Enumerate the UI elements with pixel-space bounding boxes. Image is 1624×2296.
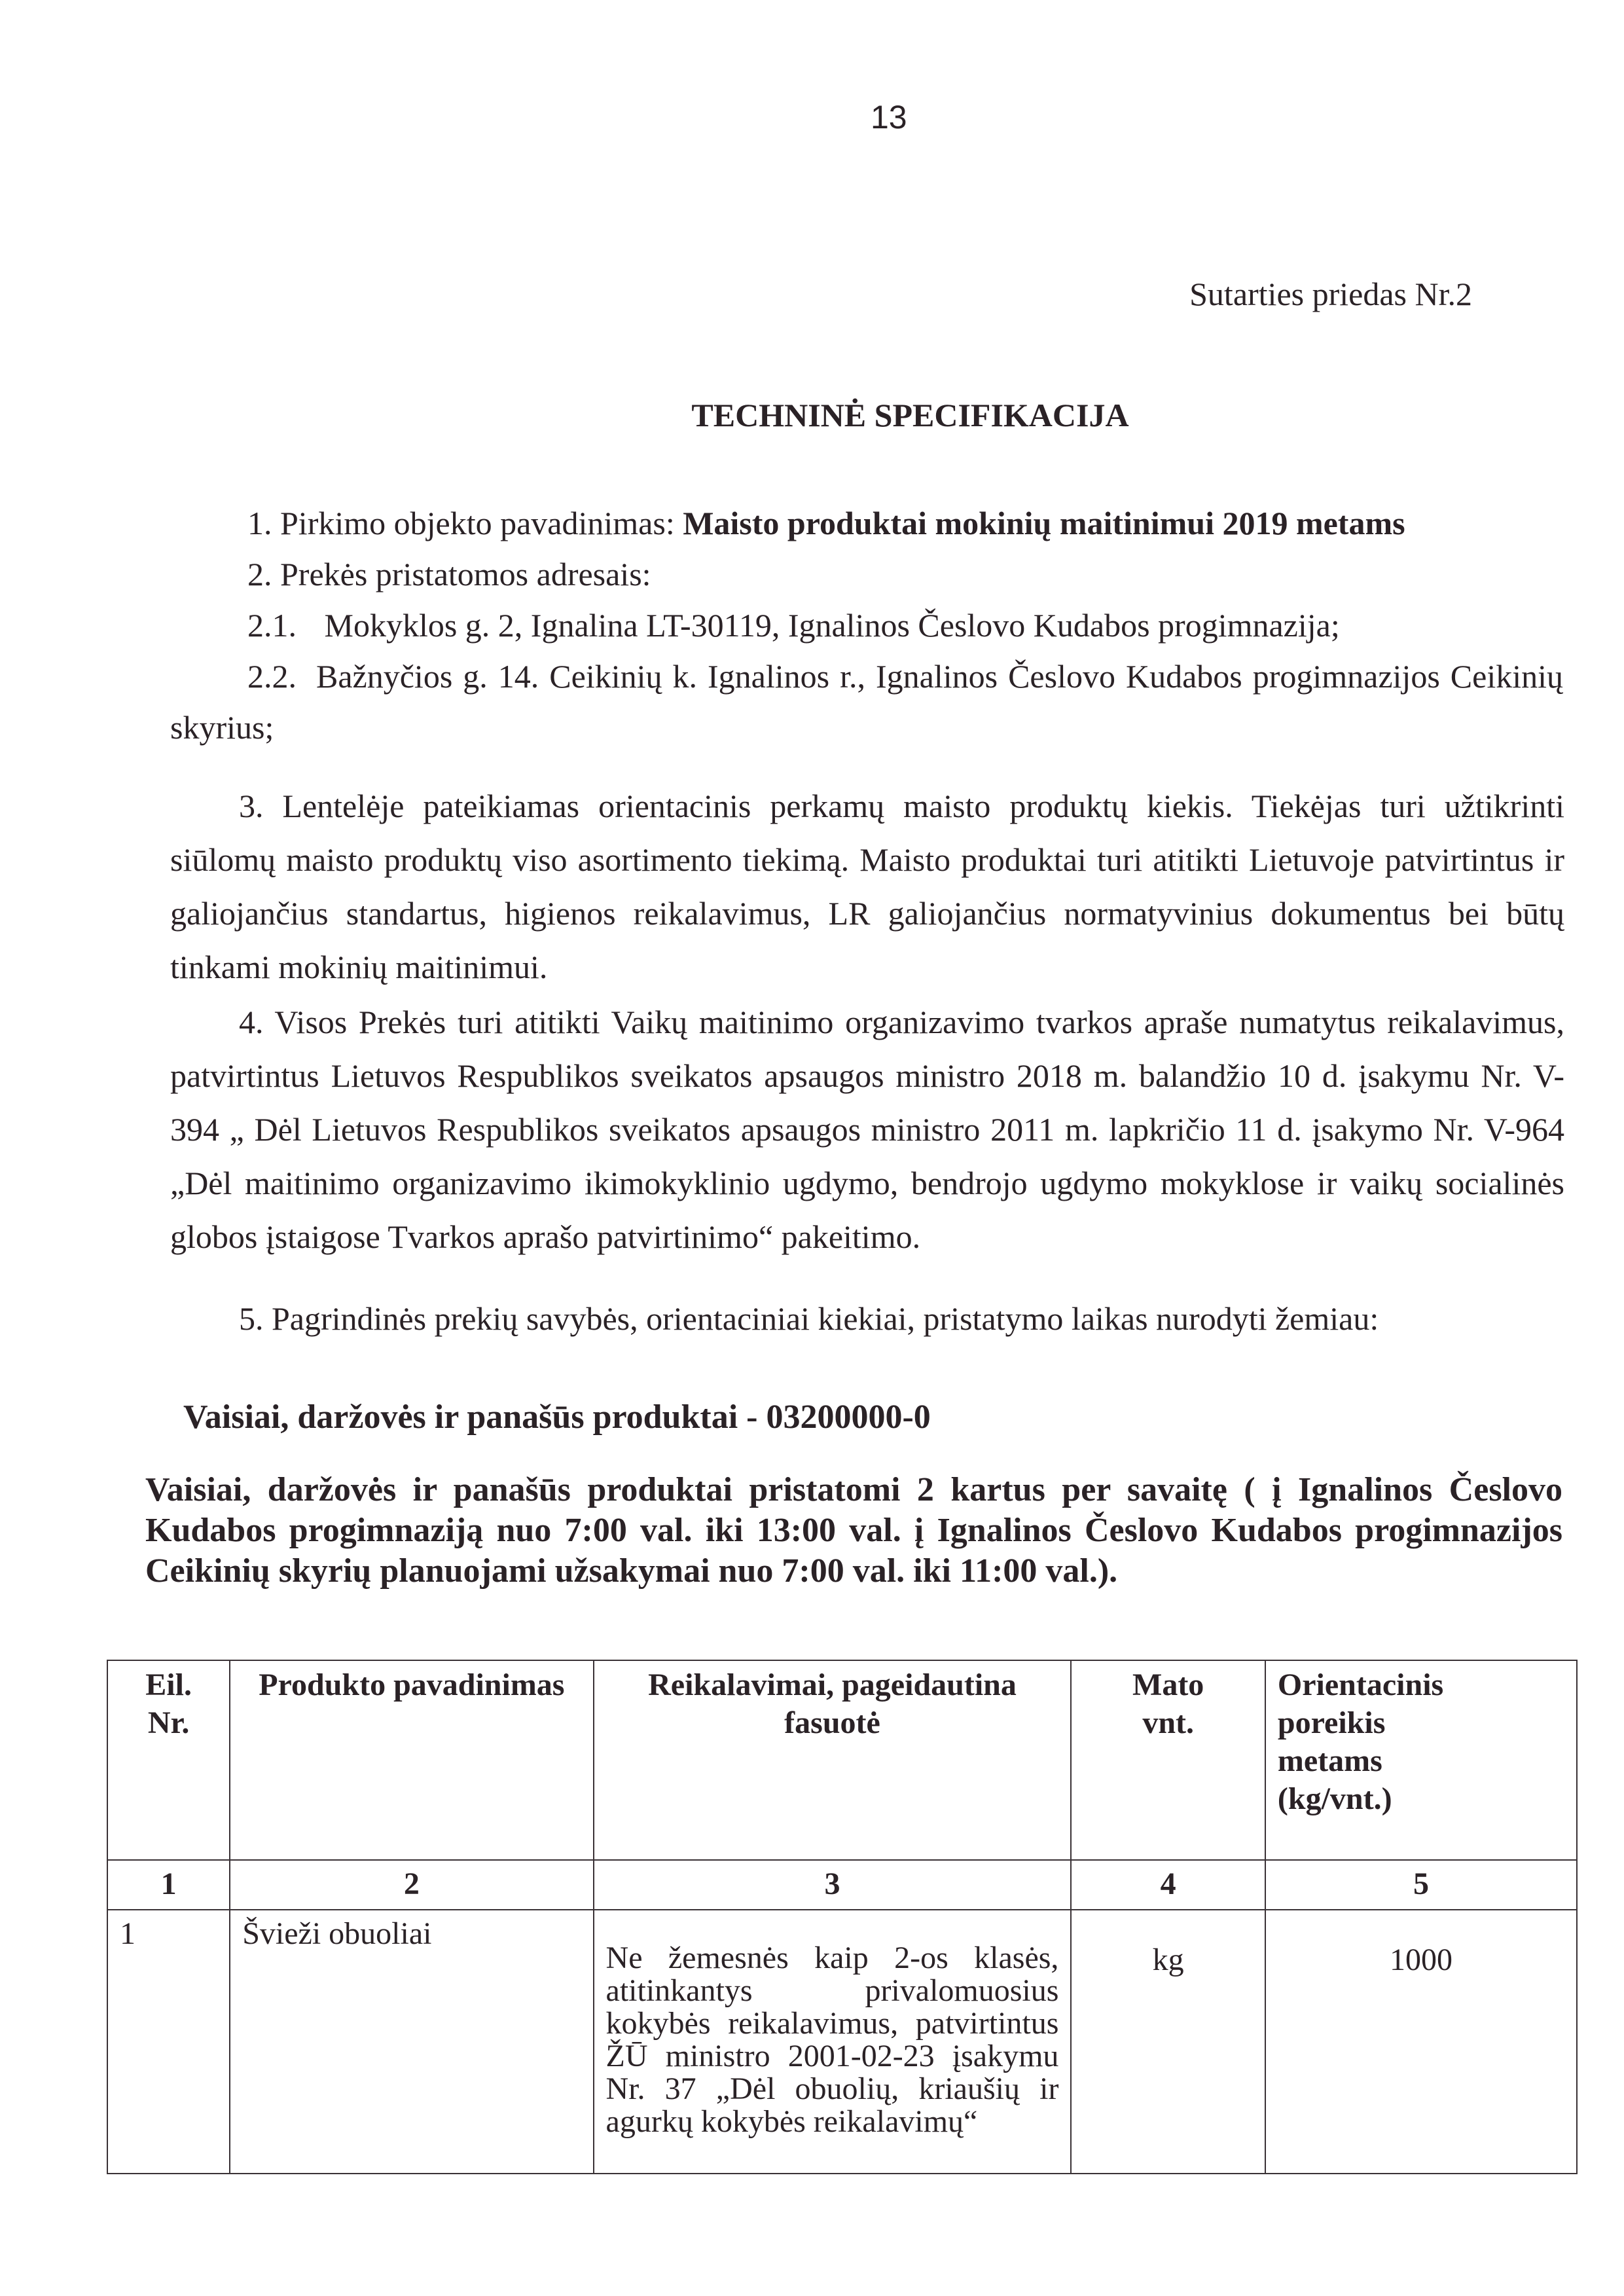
item-5: 5. Pagrindinės prekių savybės, orientaciniai kiekiai, pristatymo laikas nurodyti žemiau: (239, 1300, 1379, 1337)
item-2-1-number: 2.1. (247, 607, 297, 644)
table-column-numbers-row (107, 1860, 1577, 1910)
row-no: 1 (107, 1910, 230, 2174)
section-heading: Vaisiai, daržovės ir panašūs produktai - 03200000-0 (183, 1398, 931, 1436)
item-2-1 (247, 606, 1340, 644)
item-3-text: 3. Lentelėje pateikiamas orientacinis perkamų maisto produktų kiekis. Tiekėjas turi užtikrinti siūlomų maisto produktų viso asortimento tiekimą. Maisto produktai turi atitikti Lietuvoje patvirtintus ir galiojančius standartus, higienos reikalavimus, LR galiojančius normatyvinius dokumentus bei būtų tinkami mokinių maitinimui. (170, 788, 1564, 985)
table-header-row (107, 1660, 1577, 1860)
page-number: 13 (871, 99, 907, 136)
row-unit: kg (1071, 1910, 1265, 2174)
spec-table (107, 1660, 1578, 2174)
item-1-value: Maisto produktai mokinių maitinimui 2019 metams (683, 505, 1405, 541)
item-2-1-text: Mokyklos g. 2, Ignalina LT-30119, Ignalinos Česlovo Kudabos progimnazija; (324, 607, 1340, 644)
table-row (107, 1910, 1577, 2174)
column-number: 1 (107, 1860, 230, 1910)
item-2-2-text: Bažnyčios g. 14. Ceikinių k. Ignalinos r., Ignalinos Česlovo Kudabos progimnazijos Ceikinių (316, 658, 1563, 695)
document-title: TECHNINĖ SPECIFIKACIJA (691, 397, 1129, 433)
row-quantity: 1000 (1265, 1910, 1577, 2174)
annex-label: Sutarties priedas Nr.2 (1189, 276, 1472, 312)
row-product-name: Švieži obuoliai (230, 1910, 593, 2174)
row-requirements: Ne žemesnės kaip 2-os klasės, atitinkantys privalomuosius kokybės reikalavimus, patvirtintus ŽŪ ministro 2001-02-23 įsakymu Nr. 37 „Dėl obuolių, kriaušių ir agurkų kokybės reikalavimų“ (594, 1910, 1072, 2174)
header-name: Produkto pavadinimas (230, 1660, 593, 1860)
header-requirements: Reikalavimai, pageidautina fasuotė (594, 1660, 1072, 1860)
item-2-2-number: 2.2. (247, 658, 297, 695)
item-4 (170, 995, 1564, 1264)
item-2: 2. Prekės pristatomos adresais: (247, 556, 651, 592)
item-2-2-continuation: skyrius; (170, 709, 274, 746)
header-quantity: Orientacinis poreikis metams (kg/vnt.) (1265, 1660, 1577, 1860)
item-1 (247, 504, 1405, 542)
column-number: 2 (230, 1860, 593, 1910)
delivery-note: Vaisiai, daržovės ir panašūs produktai pristatomi 2 kartus per savaitę ( į Ignalinos Česlovo Kudabos progimnaziją nuo 7:00 val. iki 13:00 val. į Ignalinos Česlovo Kudabos progimnazijos Ceikinių skyrių planuojami užsakymai nuo 7:00 val. iki 11:00 val.). (145, 1471, 1562, 1590)
column-number: 5 (1265, 1860, 1577, 1910)
item-4-text: 4. Visos Prekės turi atitikti Vaikų maitinimo organizavimo tvarkos apraše numatytus reikalavimus, patvirtintus Lietuvos Respublikos sveikatos apsaugos ministro 2018 m. balandžio 10 d. įsakymu Nr. V-394 „ Dėl Lietuvos Respublikos sveikatos apsaugos ministro 2011 m. lapkričio 11 d. įsakymo Nr. V-964 „Dėl maitinimo organizavimo ikimokyklinio ugdymo, bendrojo ugdymo mokyklose ir vaikų socialinės globos įstaigose Tvarkos aprašo patvirtinimo“ pakeitimo. (170, 1004, 1564, 1255)
column-number: 3 (594, 1860, 1072, 1910)
item-2-2 (247, 657, 1563, 695)
item-3 (170, 779, 1564, 994)
header-no: Eil. Nr. (107, 1660, 230, 1860)
header-unit: Mato vnt. (1071, 1660, 1265, 1860)
item-1-label: 1. Pirkimo objekto pavadinimas: (247, 505, 683, 541)
column-number: 4 (1071, 1860, 1265, 1910)
